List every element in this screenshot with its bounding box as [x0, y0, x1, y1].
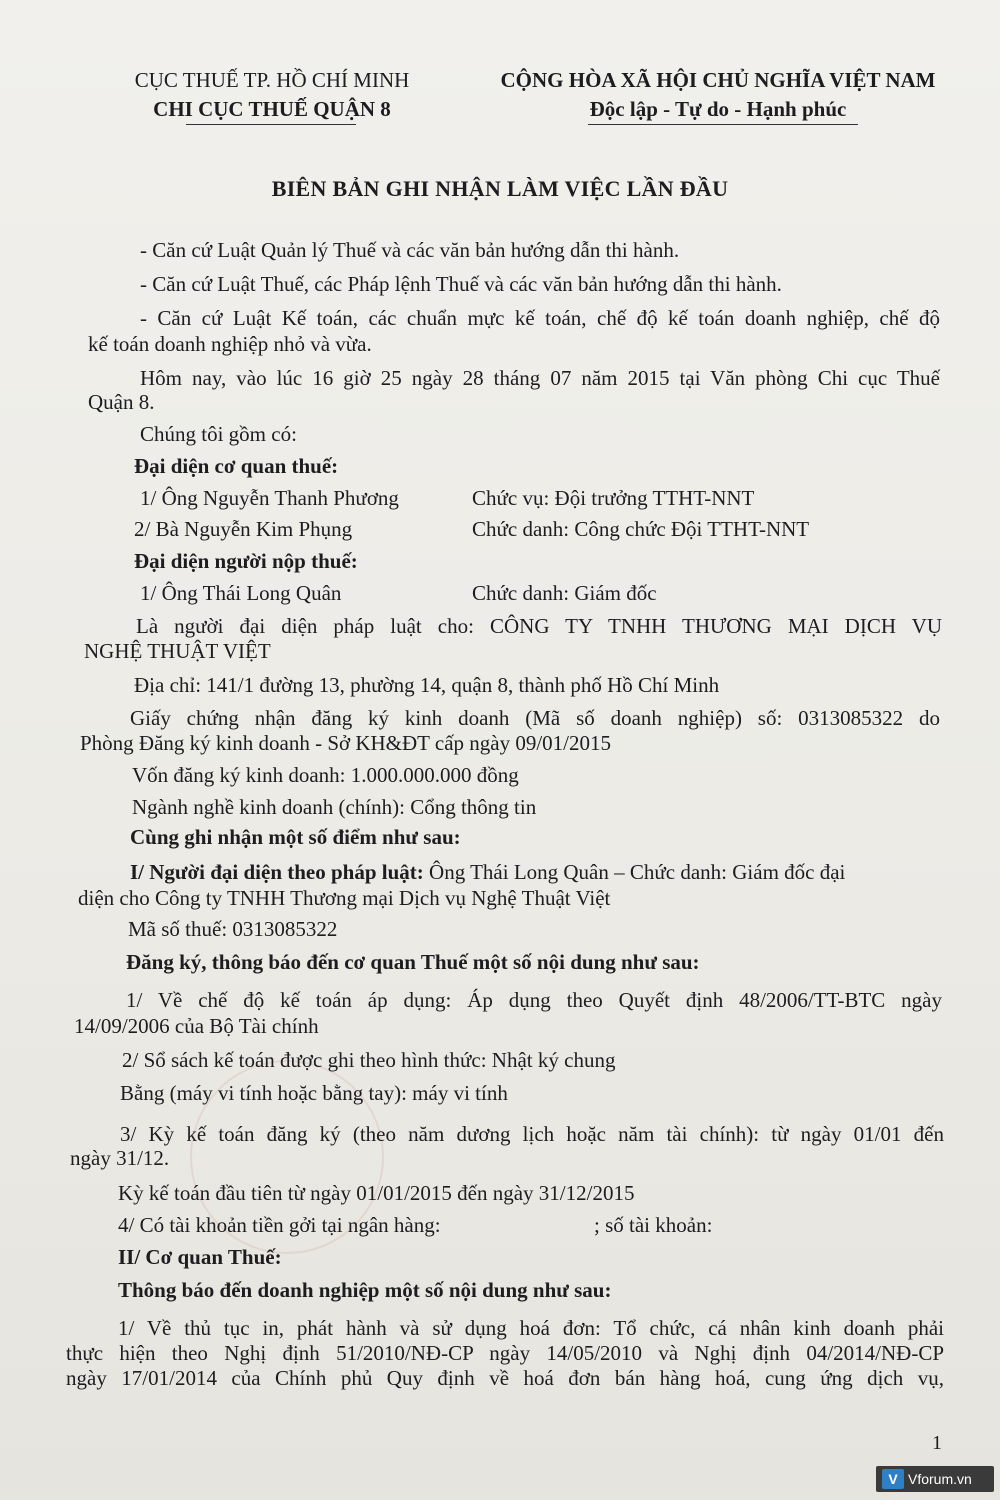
- tax-agency-section-heading: II/ Cơ quan Thuế:: [118, 1245, 282, 1269]
- tax-rep-1-position: Chức vụ: Đội trưởng TTHT-NNT: [472, 486, 755, 510]
- first-accounting-period: Kỳ kế toán đầu tiên từ ngày 01/01/2015 đến ngày 31/12/2015: [118, 1181, 635, 1205]
- accounting-regime-line: 1/ Về chế độ kế toán áp dụng: Áp dụng theo Quyết định 48/2006/TT-BTC ngày: [126, 988, 942, 1012]
- motto: Độc lập - Tự do - Hạnh phúc: [589, 97, 847, 121]
- basis-line-2: - Căn cứ Luật Thuế, các Pháp lệnh Thuế và các văn bản hướng dẫn thi hành.: [140, 272, 782, 296]
- page-number: 1: [932, 1432, 942, 1454]
- basis-line-3: - Căn cứ Luật Kế toán, các chuẩn mực kế toán, chế độ kế toán doanh nghiệp, chế độ: [140, 306, 940, 330]
- accounting-period-cont: ngày 31/12.: [70, 1146, 170, 1170]
- watermark-logo-icon: V: [882, 1469, 904, 1489]
- site-watermark: [876, 1466, 994, 1492]
- taxpayer-rep-heading: Đại diện người nộp thuế:: [134, 549, 358, 573]
- document-title: BIÊN BẢN GHI NHẬN LÀM VIỆC LẦN ĐẦU: [271, 176, 729, 201]
- basis-line-1: - Căn cứ Luật Quản lý Thuế và các văn bản hướng dẫn thi hành.: [140, 238, 680, 262]
- legal-rep-section-label: I/ Người đại diện theo pháp luật:: [130, 860, 424, 884]
- company-name-cont: NGHỆ THUẬT VIỆT: [84, 639, 271, 663]
- sub-agency-name: CHI CỤC THUẾ QUẬN 8: [153, 97, 391, 121]
- agency-name: CỤC THUẾ TP. HỒ CHÍ MINH: [134, 68, 410, 92]
- company-address: Địa chỉ: 141/1 đường 13, phường 14, quận 8, thành phố Hồ Chí Minh: [134, 673, 720, 697]
- meeting-time-line-cont: Quận 8.: [88, 390, 155, 414]
- invoice-procedure-line: 1/ Về thủ tục in, phát hành và sử dụng hoá đơn: Tổ chức, cá nhân kinh doanh phải: [118, 1316, 944, 1340]
- agency-underline: [186, 124, 356, 125]
- legal-rep-section: [130, 858, 942, 886]
- bookkeeping-form: 2/ Sổ sách kế toán được ghi theo hình thức: Nhật ký chung: [122, 1048, 616, 1072]
- joint-record-heading: Cùng ghi nhận một số điểm như sau:: [130, 825, 461, 849]
- basis-line-3-cont: kế toán doanh nghiệp nhỏ và vừa.: [88, 332, 372, 356]
- registered-capital: Vốn đăng ký kinh doanh: 1.000.000.000 đồng: [132, 763, 519, 787]
- bank-account-label: 4/ Có tài khoản tiền gởi tại ngân hàng:: [118, 1213, 441, 1237]
- motto-underline: [588, 124, 858, 125]
- business-license-cont: Phòng Đăng ký kinh doanh - Sở KH&ĐT cấp ngày 09/01/2015: [80, 731, 612, 755]
- accounting-period-line: 3/ Kỳ kế toán đăng ký (theo năm dương lịch hoặc năm tài chính): từ ngày 01/01 đến: [120, 1122, 944, 1146]
- bank-account-number-label: ; số tài khoản:: [594, 1213, 713, 1237]
- meeting-time-line: Hôm nay, vào lúc 16 giờ 25 ngày 28 tháng 07 năm 2015 tại Văn phòng Chi cục Thuế: [140, 366, 940, 390]
- business-sector: Ngành nghề kinh doanh (chính): Cổng thông tin: [132, 795, 537, 819]
- accounting-regime-cont: 14/09/2006 của Bộ Tài chính: [74, 1014, 319, 1038]
- attendees-intro: Chúng tôi gồm có:: [140, 422, 297, 446]
- registration-heading: Đăng ký, thông báo đến cơ quan Thuế một số nội dung như sau:: [126, 950, 700, 974]
- legal-rep-section-cont: diện cho Công ty TNHH Thương mại Dịch vụ Nghệ Thuật Việt: [78, 886, 611, 910]
- tax-code: Mã số thuế: 0313085322: [128, 917, 338, 941]
- invoice-procedure-line-2: thực hiện theo Nghị định 51/2010/NĐ-CP ngày 14/05/2010 và Nghị định 04/2014/NĐ-CP: [66, 1341, 944, 1365]
- taxpayer-rep-name: 1/ Ông Thái Long Quân: [140, 581, 342, 605]
- business-license-line: Giấy chứng nhận đăng ký kinh doanh (Mã số doanh nghiệp) số: 0313085322 do: [130, 706, 940, 730]
- legal-rep-section-text: Ông Thái Long Quân – Chức danh: Giám đốc đại: [423, 860, 846, 884]
- bookkeeping-method: Bằng (máy vi tính hoặc bằng tay): máy vi tính: [120, 1081, 508, 1105]
- document-header: [0, 66, 1000, 126]
- legal-rep-line: Là người đại diện pháp luật cho: CÔNG TY TNHH THƯƠNG MẠI DỊCH VỤ: [136, 614, 942, 638]
- tax-agency-rep-heading: Đại diện cơ quan thuế:: [134, 454, 339, 478]
- tax-rep-1-name: 1/ Ông Nguyễn Thanh Phương: [140, 486, 399, 510]
- watermark-text: Vforum.vn: [908, 1471, 972, 1487]
- country-name: CỘNG HÒA XÃ HỘI CHỦ NGHĨA VIỆT NAM: [500, 68, 936, 92]
- invoice-procedure-line-3: ngày 17/01/2014 của Chính phủ Quy định về hoá đơn bán hàng hoá, cung ứng dịch vụ,: [66, 1366, 944, 1390]
- tax-rep-2-name: 2/ Bà Nguyễn Kim Phụng: [134, 517, 353, 541]
- notification-heading: Thông báo đến doanh nghiệp một số nội dung như sau:: [118, 1278, 612, 1302]
- taxpayer-rep-position: Chức danh: Giám đốc: [472, 581, 657, 605]
- tax-rep-2-position: Chức danh: Công chức Đội TTHT-NNT: [472, 517, 810, 541]
